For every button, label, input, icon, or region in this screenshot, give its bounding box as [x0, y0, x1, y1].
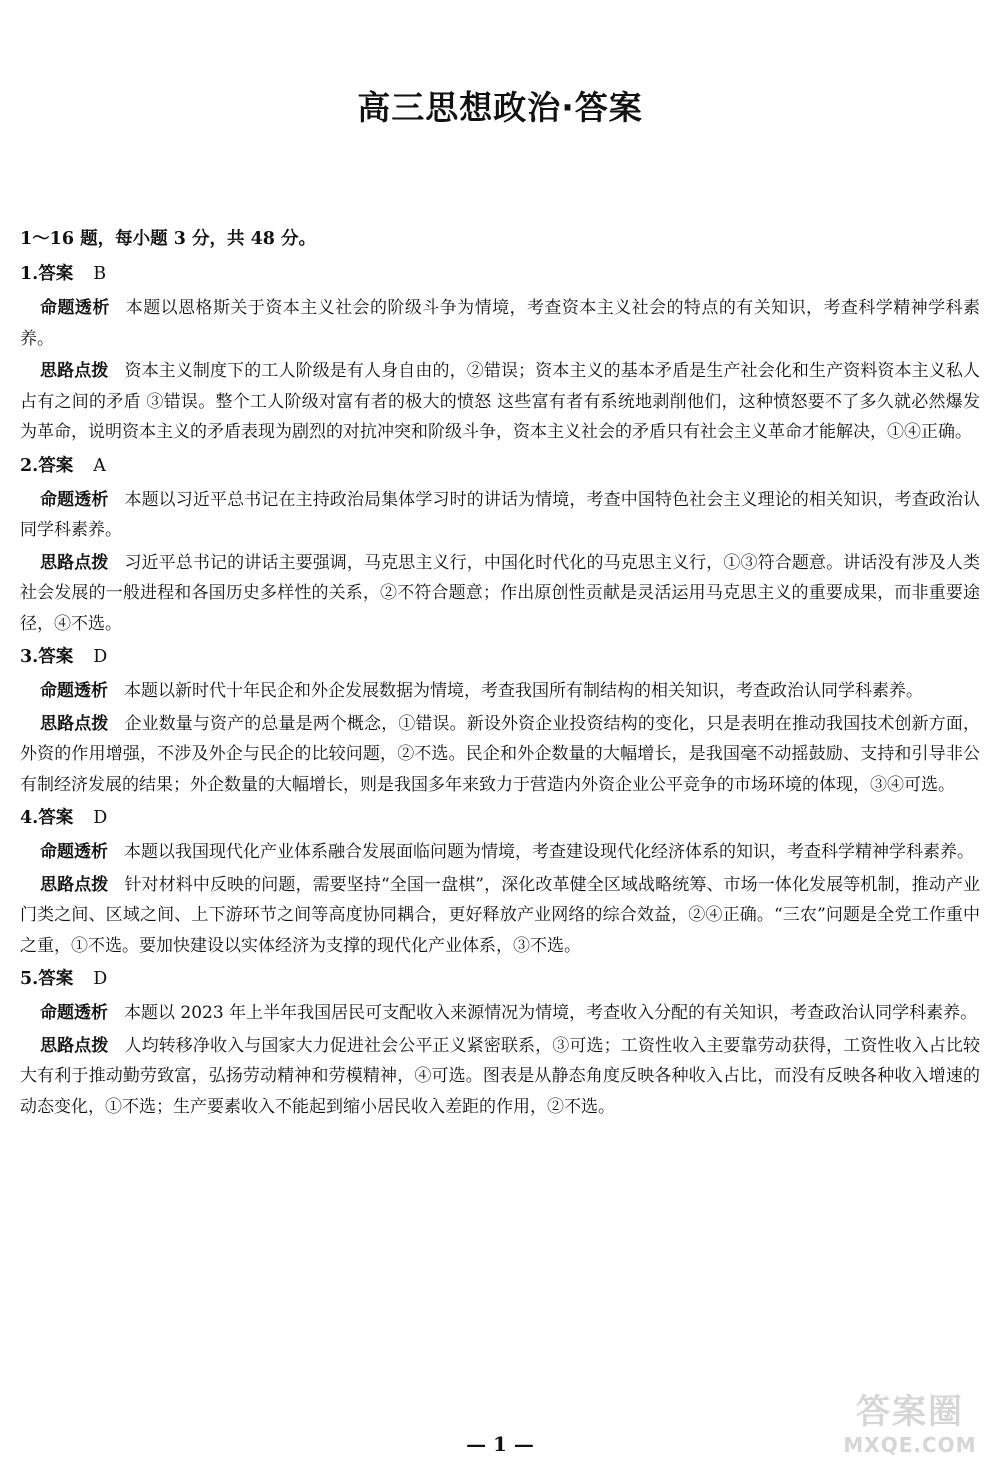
hint-paragraph — [20, 1031, 980, 1123]
analysis-text: 本题以 2023 年上半年我国居民可支配收入来源情况为情境，考查收入分配的有关知识，考查政治认同学科素养。 — [124, 1003, 978, 1023]
question-number: 1. — [20, 264, 39, 284]
analysis-label: 命题透析 — [40, 681, 108, 701]
watermark-logo — [840, 1392, 980, 1470]
question-5 — [20, 963, 980, 1122]
hint-label: 思路点拨 — [40, 713, 109, 734]
answer-label: 答案 — [38, 647, 74, 667]
analysis-text: 本题以习近平总书记在主持政治局集体学习时的讲话为情境，考查中国特色社会主义理论的相关知识，考查政治认同学科素养。 — [20, 489, 980, 540]
watermark-main-text: 答案圈 — [856, 1392, 964, 1432]
answer-sheet — [20, 222, 980, 1124]
answer-label: 答案 — [38, 264, 74, 284]
hint-label: 思路点拨 — [40, 361, 109, 381]
answer-value: D — [93, 808, 108, 828]
answer-line — [20, 802, 980, 835]
question-number: 2. — [20, 455, 39, 476]
answer-value: D — [93, 969, 108, 989]
question-number: 3. — [20, 647, 39, 667]
analysis-paragraph — [20, 676, 980, 707]
hint-label: 思路点拨 — [40, 1035, 109, 1056]
question-number: 4. — [20, 808, 39, 828]
answer-value: B — [93, 264, 107, 284]
answer-line — [20, 258, 980, 291]
question-3 — [20, 641, 980, 800]
hint-text: 针对材料中反映的问题，需要坚持“全国一盘棋”，深化改革健全区域战略统筹、市场一体化发展等机制，推动产业门类之间、区域之间、上下游环节之间等高度协同耦合，更好释放产业网络的综合效益，②④正确。“三农”问题是全党工作重中之重，①不选。要加快建设以实体经济为支撑的现代化产业体系，③不选。 — [20, 874, 980, 956]
question-1 — [20, 258, 980, 448]
hint-label: 思路点拨 — [40, 552, 109, 573]
analysis-paragraph — [20, 998, 980, 1029]
answer-value: A — [93, 455, 106, 476]
hint-paragraph — [20, 548, 980, 640]
analysis-paragraph — [20, 293, 980, 354]
analysis-label: 命题透析 — [40, 489, 109, 510]
analysis-text: 本题以我国现代化产业体系融合发展面临问题为情境，考查建设现代化经济体系的知识，考查科学精神学科素养。 — [124, 842, 974, 862]
answer-label: 答案 — [38, 808, 74, 828]
hint-text: 资本主义制度下的工人阶级是有人身自由的，②错误；资本主义的基本矛盾是生产社会化和生产资料资本主义私人占有之间的矛盾 ③错误。整个工人阶级对富有者的极大的愤怒 这些富有者有系统地剥削他们，这种愤怒要不了多久就必然爆发为革命，说明资本主义的矛盾表现为剧烈的对抗冲突和阶级斗争，资本主义社会的矛盾只有社会主义革命才能解决，①④正确。 — [20, 361, 980, 442]
analysis-text: 本题以恩格斯关于资本主义社会的阶级斗争为情境，考查资本主义社会的特点的有关知识，考查科学精神学科素养。 — [20, 298, 981, 349]
analysis-text: 本题以新时代十年民企和外企发展数据为情境，考查我国所有制结构的相关知识，考查政治认同学科素养。 — [124, 681, 923, 701]
hint-paragraph — [20, 709, 980, 801]
page-title: 高三思想政治·答案 — [357, 88, 643, 127]
answer-value: D — [93, 647, 108, 667]
question-2 — [20, 450, 980, 640]
answer-label: 答案 — [38, 455, 74, 476]
analysis-label: 命题透析 — [40, 842, 108, 862]
answer-label: 答案 — [38, 969, 74, 989]
hint-paragraph — [20, 356, 980, 448]
hint-text: 习近平总书记的讲话主要强调，马克思主义行，中国化时代化的马克思主义行，①③符合题意。讲话没有涉及人类社会发展的一般进程和各国历史多样性的关系，②不符合题意；作出原创性贡献是灵活运用马克思主义的重要成果，而非重要途径，④不选。 — [20, 552, 980, 634]
hint-text: 人均转移净收入与国家大力促进社会公平正义紧密联系，③可选；工资性收入主要靠劳动获得，工资性收入占比较大有利于推动勤劳致富，弘扬劳动精神和劳模精神，④可选。图表是从静态角度反映各种收入占比，而没有反映各种收入增速的动态变化，①不选；生产要素收入不能起到缩小居民收入差距的作用，②不选。 — [20, 1035, 980, 1117]
answer-line — [20, 963, 980, 996]
analysis-paragraph — [20, 837, 980, 868]
watermark-sub-text: MXQE.COM — [843, 1433, 977, 1457]
section-intro: 1～16 题，每小题 3 分，共 48 分。 — [20, 229, 317, 249]
analysis-label: 命题透析 — [40, 1003, 108, 1023]
hint-label: 思路点拨 — [40, 874, 109, 895]
analysis-paragraph — [20, 485, 980, 546]
hint-text: 企业数量与资产的总量是两个概念，①错误。新设外资企业投资结构的变化，只是表明在推动我国技术创新方面，外资的作用增强，不涉及外企与民企的比较问题，②不选。民企和外企数量的大幅增长，是我国毫不动摇鼓励、支持和引导非公有制经济发展的结果；外企数量的大幅增长，则是我国多年来致力于营造内外资企业公平竞争的市场环境的体现，③④可选。 — [20, 713, 980, 795]
question-number: 5. — [20, 969, 39, 989]
answer-line — [20, 450, 980, 483]
hint-paragraph — [20, 870, 980, 962]
analysis-label: 命题透析 — [40, 298, 110, 318]
page-number: — 1 — — [466, 1432, 534, 1456]
question-4 — [20, 802, 980, 961]
answer-line — [20, 641, 980, 674]
